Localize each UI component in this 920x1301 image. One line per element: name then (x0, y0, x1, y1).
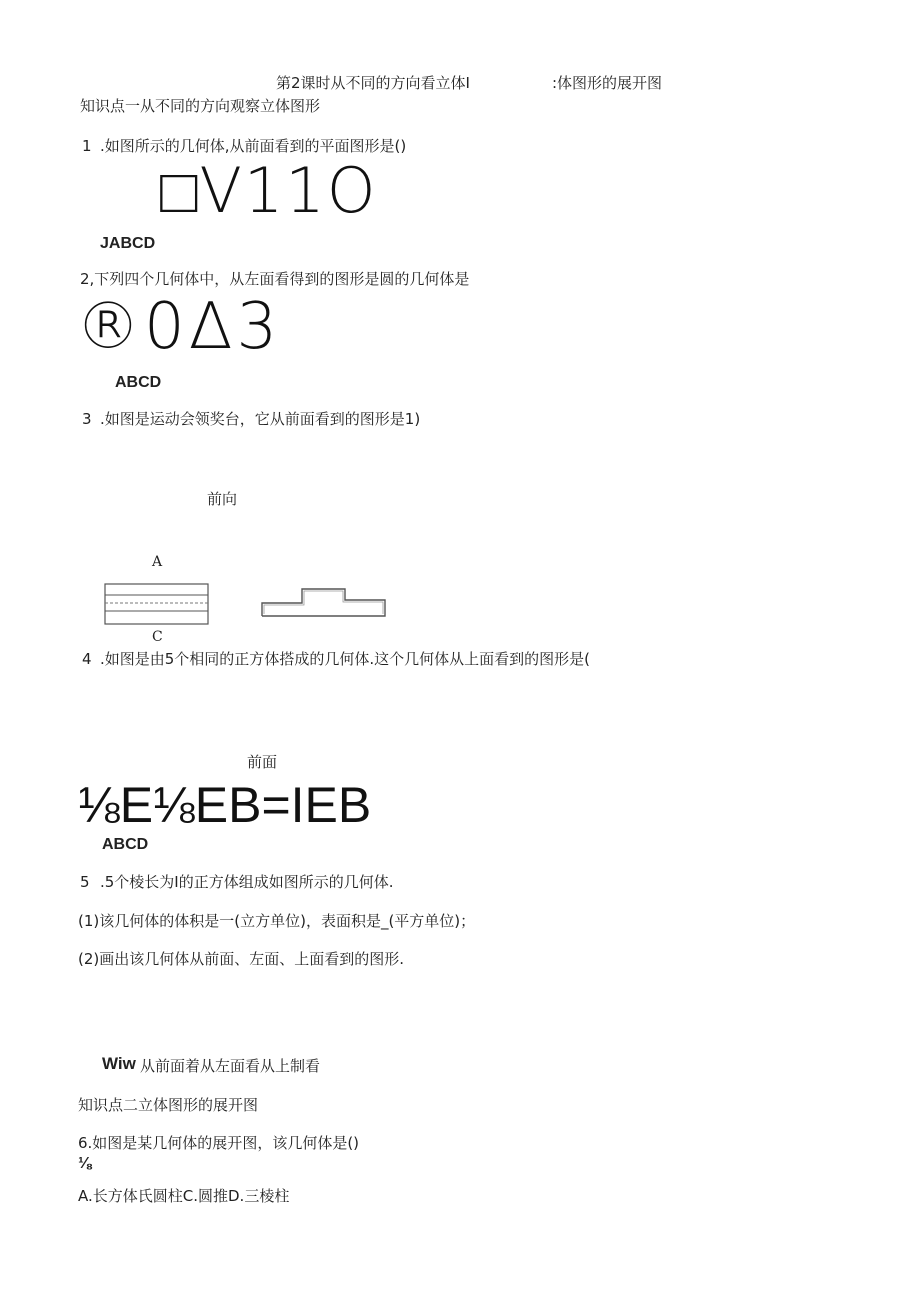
q3-option-c-label: C (152, 629, 163, 645)
q1-option-labels: JABCD (100, 235, 156, 252)
q5-views-prefix: Wiw (102, 1054, 136, 1073)
q3-option-a-label: A (152, 554, 163, 570)
q5-part2: (2)画出该几何体从前面、左面、上面看到的图形. (78, 950, 405, 968)
q3-direction-label: 前向 (207, 490, 238, 508)
q2-text: 2,下列四个几何体中，从左面看得到的图形是圆的几何体是 (80, 270, 470, 288)
q1-figure-glyphs: □V11O (160, 154, 378, 227)
q4-number: 4 (82, 650, 92, 668)
q5-text: .5个棱长为I的正方体组成如图所示的几何体. (100, 873, 394, 891)
q3-text: .如图是运动会领奖台，它从前面看到的图形是1) (100, 410, 421, 428)
q1-number: 1 (82, 137, 92, 155)
q6-options: A.长方体氏圆柱C.圆推D.三棱柱 (78, 1187, 290, 1205)
q6-text: 6.如图是某几何体的展开图，该几何体是() (78, 1134, 360, 1152)
q4-text: .如图是由5个相同的正方体搭成的几何体.这个几何体从上面看到的图形是( (100, 650, 590, 668)
q3-number: 3 (82, 410, 92, 428)
q2-option-labels: ABCD (115, 374, 162, 391)
title-left: 第2课时从不同的方向看立体I (276, 74, 470, 92)
section2-heading: 知识点二立体图形的展开图 (78, 1096, 259, 1114)
section1-heading: 知识点一从不同的方向观察立体图形 (80, 97, 321, 115)
q4-option-labels: ABCD (102, 836, 149, 853)
q2-figure-glyphs: ®0Δ3 (76, 290, 282, 364)
q4-direction-label: 前面 (247, 753, 278, 771)
q1-text: .如图所示的几何体,从前面看到的平面图形是() (100, 137, 407, 155)
q5-views-text: 从前面着从左面看从上制看 (140, 1057, 321, 1075)
q4-figure-glyphs: ⅛E⅛EB=IEB (78, 777, 372, 833)
q5-part1: (1)该几何体的体积是一(立方单位)，表面积是_(平方单位)； (78, 912, 476, 930)
q6-glyph: ⅛ (78, 1155, 92, 1172)
q3-podium-figures (100, 578, 400, 630)
q3-option-a-figure (105, 584, 208, 624)
title-right: :体图形的展开图 (552, 74, 663, 92)
q3-option-c-figure (262, 589, 385, 616)
q5-number: 5 (80, 873, 90, 891)
